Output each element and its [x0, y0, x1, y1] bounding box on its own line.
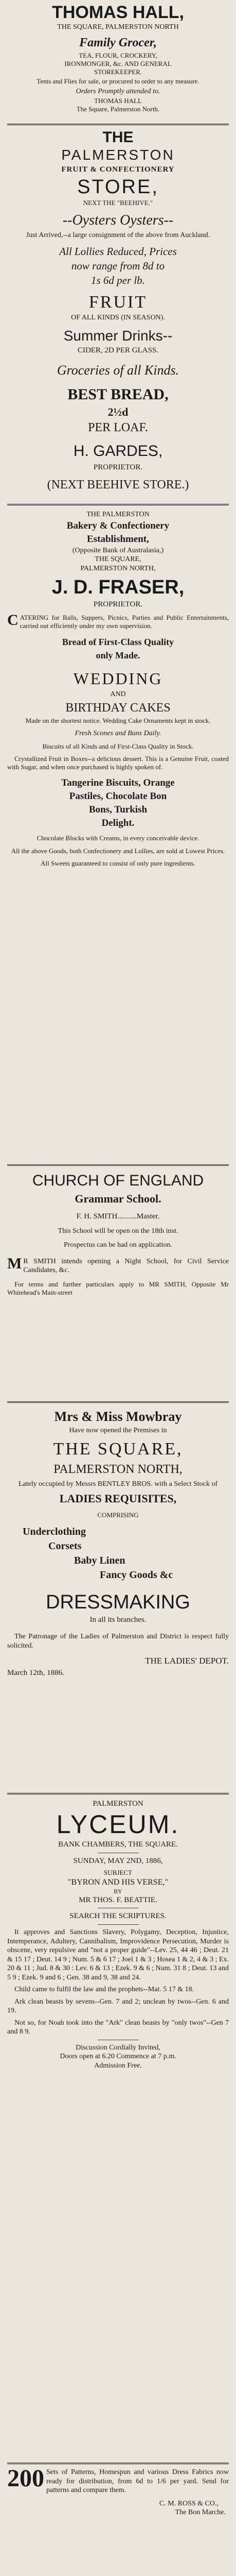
advert-patterns	[7, 2468, 229, 2495]
advert-opened: Have now opened the Premises in	[69, 1427, 167, 1434]
advert-discussion: Discussion Cordially Invited,	[76, 2043, 160, 2052]
advert-arrived: Just Arrived,--a large consignment of the above from Auckland.	[26, 231, 210, 240]
advert-paragraph: Not so, for Noah took into the "Ark" clean beasts by "only twos"--Gen 7 and 8 9.	[7, 2019, 229, 2036]
advert-town: PALMERSTON NORTH,	[80, 564, 156, 572]
advert-paragraph: Ark clean beasts by sevens--Gen. 7 and 2; unclean by twos--Gen. 6 and 19.	[7, 1997, 229, 2014]
advert-proprietor: PROPRIETOR.	[93, 600, 143, 608]
advert-thomas-hall	[7, 2, 229, 122]
advert-square: THE SQUARE,	[95, 555, 141, 563]
advert-item: Baby Linen	[74, 1555, 125, 1567]
advert-signature: THOMAS HALL	[94, 97, 142, 105]
advert-subtitle: FRUIT & CONFECTIONERY	[61, 165, 175, 174]
advert-title: THOMAS HALL,	[52, 3, 184, 22]
advert-proprietor-name: H. GARDES,	[73, 443, 163, 460]
advert-paragraph: Child came to fulfil the law and the prophets--Mat. 5 17 & 18.	[14, 1986, 194, 1993]
advert-divider	[7, 1401, 229, 1404]
advert-tangerine: Pastiles, Chocolate Bon	[69, 791, 167, 802]
separator	[98, 1924, 139, 1925]
advert-goods-line: IRONMONGER, &c. AND GENERAL	[64, 59, 172, 67]
advert-beattie: MR THOS. F. BEATTIE.	[79, 1895, 157, 1904]
advert-fruit: FRUIT	[88, 292, 148, 312]
advert-ladies: LADIES REQUISITES,	[59, 1492, 177, 1505]
advert-subject: SUBJECT	[104, 1869, 132, 1877]
advert-night-text: R SMITH intends opening a Night School, for Civil Service Candidates, &c.	[23, 1257, 229, 1275]
advert-groceries: Groceries of all Kinds.	[57, 363, 179, 378]
advert-signature: C. M. ROSS & CO.,	[159, 2499, 219, 2507]
advert-title: Mrs & Miss Mowbray	[54, 1409, 182, 1424]
advert-cider: CIDER, 2D PER GLASS.	[77, 346, 159, 355]
advert-trade: Family Grocer,	[79, 36, 157, 49]
advert-lollies: 1s 6d per lb.	[91, 274, 145, 286]
advert-sweets: All Sweets guaranteed to consist of only pure ingredients.	[41, 859, 195, 867]
advert-biscuits: Biscuits of all Kinds and of First-Class Quality in Stock.	[42, 742, 194, 750]
dropcap: C	[7, 611, 19, 629]
advert-item: Corsets	[48, 1540, 82, 1552]
advert-fraser-bakery	[7, 510, 229, 1161]
advert-night	[7, 1257, 229, 1275]
advert-grammar-school	[7, 1171, 229, 1398]
advert-reopen: This School will be open on the 18th inst.	[58, 1227, 178, 1235]
advert-item: Underclothing	[23, 1526, 86, 1538]
dropcap: M	[7, 1255, 22, 1272]
advert-divider	[7, 1164, 229, 1167]
advert-subtitle: Grammar School.	[75, 1192, 161, 1205]
advert-estab: Establishment,	[87, 533, 149, 545]
advert-the: THE	[102, 129, 134, 146]
advert-town: PALMERSTON	[93, 1800, 143, 1808]
advert-loaf: PER LOAF.	[88, 421, 148, 434]
advert-tangerine: Tangerine Biscuits, Orange	[61, 777, 175, 789]
advert-and: AND	[110, 690, 126, 699]
advert-crystal: Crystallized Fruit in Boxes--a delicious dessert. This is a Genuine Fruit, coated with Sugar, and when once purchased is highly spoken of.	[7, 754, 229, 771]
advert-patronage: The Patronage of the Ladies of Palmerston and District is respect fully solicited.	[7, 1633, 229, 1650]
advert-bakery: Bakery & Confectionery	[66, 520, 170, 531]
advert-dress: DRESSMAKING	[46, 1591, 190, 1614]
advert-ofall: OF ALL KINDS (IN SEASON).	[71, 313, 165, 321]
advert-admission: Admission Free.	[94, 2061, 142, 2070]
advert-scones: Fresh Scones and Buns Daily.	[75, 730, 161, 737]
advert-item: Fancy Goods &c	[100, 1569, 173, 1581]
advert-the: THE PALMERSTON	[86, 511, 150, 518]
advert-paragraph: It approves and Sanctions Slavery, Polygamy, Deception, Injustice, Intemperance, Adultery, Cannibalism, Improvidence Persecution, Murder is obscene, very repulsive and "not a proper guide"--Lev. 25, 44 46 ; Deut. 21 & 15 17 ; Deut. 14 9 ; Num. 5 & 6 17 ; Joel 1 & 3 ; Hosea 1 & 2, 4 & 3 ; Ex. 20 & 11 ; Jud. 8 & 30 : Lev. 6 & 13 ; Ezek. 9 & 6 ; Num. 31 8 ; Deut. 13 and 5 9 ; Ezek. 9 and 6 ; Gen. 38 and 9, 38 and 24.	[7, 1928, 229, 1981]
advert-shortest: Made on the shortest notice. Wedding Cake Ornaments kept in stock.	[25, 716, 211, 724]
advert-divider	[7, 2463, 229, 2466]
advert-town: PALMERSTON NORTH,	[53, 1462, 183, 1476]
advert-square: THE SQUARE,	[53, 1439, 183, 1459]
advert-mowbray	[7, 1408, 229, 1789]
advert-proprietor: PROPRIETOR.	[93, 463, 143, 471]
advert-wedding: WEDDING	[73, 669, 163, 688]
advert-address: THE SQUARE, PALMERSTON NORTH	[57, 23, 179, 31]
advert-birthday: BIRTHDAY CAKES	[65, 701, 171, 715]
advert-tangerine: Bons, Turkish	[88, 804, 148, 816]
advert-bread: BEST BREAD,	[67, 386, 169, 403]
advert-lollies: now range from 8d to	[71, 259, 165, 272]
advert-master: F. H. SMITH..........Master.	[76, 1212, 160, 1221]
advert-date: March 12th, 1886.	[7, 1669, 64, 1677]
advert-title: LYCEUM.	[56, 1809, 180, 1839]
advert-bread-price: 2½d	[107, 405, 129, 418]
advert-search: SEARCH THE SCRIPTURES.	[69, 1912, 167, 1921]
advert-orders: Orders Promptly attended to.	[76, 87, 160, 95]
advert-nextbee: (NEXT BEEHIVE STORE.)	[47, 478, 189, 492]
advert-occupied: Lately occupied by Messrs BENTLEY BROS. with a Select Stock of	[18, 1480, 218, 1488]
advert-prospectus: Prospectus can be had on application.	[64, 1241, 172, 1249]
advert-divider	[7, 504, 229, 507]
advert-signature-address: The Bon Marche.	[175, 2509, 226, 2516]
advert-lyceum	[7, 1799, 229, 2454]
advert-branches: In all its branches.	[89, 1616, 147, 1624]
advert-opp: (Opposite Bank of Australasia,)	[72, 546, 164, 554]
advert-allabove: All the above Goods, both Confectionery and Lollies, are sold at Lowest Prices.	[11, 846, 225, 855]
advert-title: CHURCH OF ENGLAND	[32, 1172, 204, 1189]
advert-sunday: SUNDAY, MAY 2ND, 1886,	[73, 1856, 163, 1865]
advert-goods-line: TEA, FLOUR, CROCKERY,	[79, 51, 157, 59]
advert-town: PALMERSTON	[61, 147, 175, 163]
advert-lollies: All Lollies Reduced, Prices	[59, 245, 177, 258]
advert-bread: Bread of First-Class Quality	[62, 637, 174, 648]
advert-choc: Chocolate Blocks with Creams, in every conceivable device.	[37, 834, 199, 842]
advert-byron: "BYRON AND HIS VERSE,"	[67, 1877, 168, 1887]
advert-next: NEXT THE "BEEHIVE."	[83, 199, 153, 207]
advert-tents: Tents and Flies for sale, or procured to order to any measure.	[37, 77, 199, 86]
advert-signature-address: The Square, Palmerston North.	[76, 105, 160, 113]
advert-ross	[7, 2468, 229, 2576]
advert-doors: Doors open at 6.20 Commence at 7 p.m.	[60, 2053, 176, 2060]
advert-terms: For terms and further particulars apply to MR SMITH, Opposite Mr Whitehead's Main-street	[7, 1280, 229, 1296]
advert-goods-line: STOREKEEPER.	[94, 68, 142, 76]
advert-divider	[7, 1793, 229, 1796]
advert-catering	[7, 611, 229, 631]
advert-tangerine: Delight.	[101, 818, 135, 829]
advert-proprietor-name: J. D. FRASER,	[51, 577, 185, 598]
advert-divider	[7, 124, 229, 127]
number-200: 200	[7, 2468, 44, 2492]
advert-comprising: COMPRISING	[97, 1511, 139, 1519]
advert-catering-text: ATERING for Balls, Suppers, Picnics, Parties and Public Entertainments, carried out efficiently under my own supervision.	[20, 613, 229, 630]
advert-bread: only Made.	[96, 650, 140, 661]
advert-fruit-store	[7, 129, 229, 501]
advert-summer: Summer Drinks--	[63, 328, 173, 344]
advert-by: BY	[114, 1887, 122, 1895]
advert-bank: BANK CHAMBERS, THE SQUARE.	[58, 1840, 178, 1849]
advert-store: STORE,	[77, 176, 159, 198]
advert-patterns-text: Sets of Patterns, Homespun and various Dress Fabrics now ready for distribution, from 6d to 1/6 per yard. Send for patterns and compare them.	[46, 2468, 229, 2494]
advert-depot: THE LADIES' DEPOT.	[145, 1656, 229, 1666]
advert-oysters: --Oysters Oysters--	[62, 212, 174, 229]
